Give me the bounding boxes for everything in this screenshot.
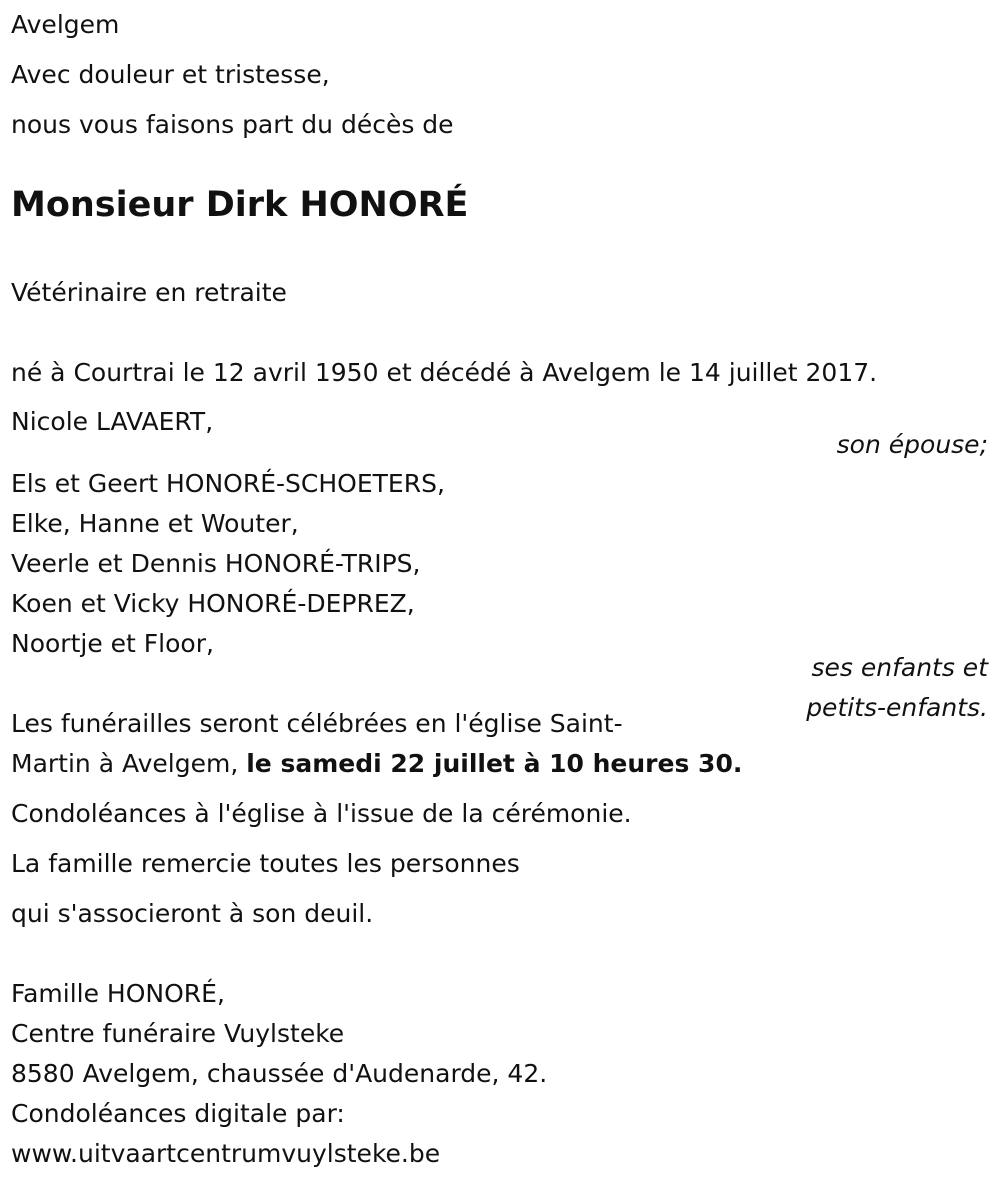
deceased-dates: né à Courtrai le 12 avril 1950 et décédé à Avelgem le 14 juillet 2017. [11,358,878,387]
funeral-location: Martin à Avelgem, [11,749,247,778]
child-line-1: Els et Geert HONORÉ-SCHOETERS, [11,469,445,498]
funeral-line-2 [11,749,742,779]
website-link[interactable]: www.uitvaartcentrumvuylsteke.be [11,1139,441,1168]
spouse-name: Nicole LAVAERT, [11,407,214,436]
funeral-date-time: le samedi 22 juillet à 10 heures 30. [246,749,743,778]
funeral-line-1: Les funérailles seront célébrées en l'église Saint- [11,709,623,738]
child-line-5: Noortje et Floor, [11,629,214,658]
child-line-4: Koen et Vicky HONORÉ-DEPREZ, [11,589,415,618]
place-heading: Avelgem [11,10,120,39]
children-role-line-1: ses enfants et [811,653,988,682]
thanks-line-1: La famille remercie toutes les personnes [11,849,520,878]
condolences-line: Condoléances à l'église à l'issue de la cérémonie. [11,799,632,828]
children-role-line-2: petits-enfants. [806,693,988,722]
intro-line-2: nous vous faisons part du décès de [11,110,454,139]
deceased-name: Monsieur Dirk HONORÉ [11,185,469,225]
spouse-role: son épouse; [836,430,988,459]
child-line-3: Veerle et Dennis HONORÉ-TRIPS, [11,549,421,578]
funeral-center-address: 8580 Avelgem, chaussée d'Audenarde, 42. [11,1059,548,1088]
funeral-center-name: Centre funéraire Vuylsteke [11,1019,345,1048]
intro-line-1: Avec douleur et tristesse, [11,60,330,89]
thanks-line-2: qui s'associeront à son deuil. [11,899,374,928]
child-line-2: Elke, Hanne et Wouter, [11,509,299,538]
digital-condolences-label: Condoléances digitale par: [11,1099,345,1128]
family-signature: Famille HONORÉ, [11,979,225,1008]
deceased-profession: Vétérinaire en retraite [11,278,287,307]
